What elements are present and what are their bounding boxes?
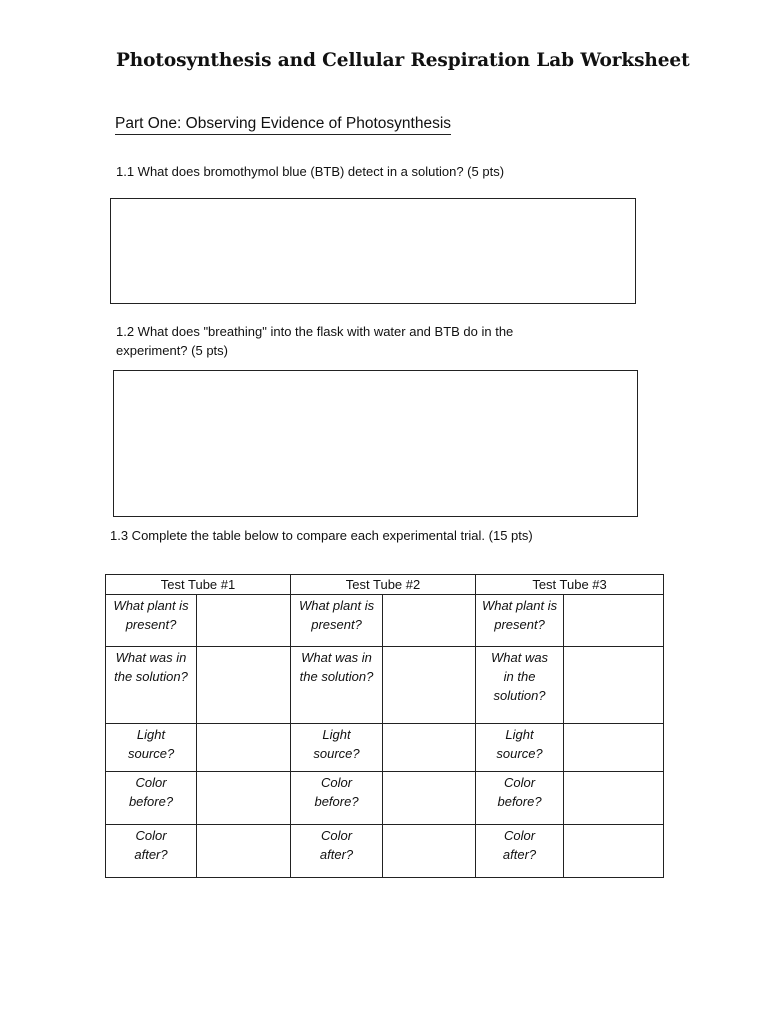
answer-cell[interactable]	[383, 595, 476, 647]
answer-cell[interactable]	[197, 724, 291, 772]
row-label-color-after: Color after?	[106, 825, 197, 878]
row-label-plant: What plant is present?	[291, 595, 383, 647]
answer-cell[interactable]	[564, 724, 664, 772]
header-test-tube-2: Test Tube #2	[291, 575, 476, 595]
header-test-tube-3: Test Tube #3	[476, 575, 664, 595]
answer-box-1-2[interactable]	[113, 370, 638, 517]
row-label-light-source: Light source?	[291, 724, 383, 772]
answer-cell[interactable]	[197, 595, 291, 647]
row-label-light-source: Light source?	[106, 724, 197, 772]
row-label-plant: What plant is present?	[476, 595, 564, 647]
answer-cell[interactable]	[383, 647, 476, 724]
row-label-color-after: Color after?	[476, 825, 564, 878]
row-label-solution: What was in the solution?	[106, 647, 197, 724]
row-label-plant: What plant is present?	[106, 595, 197, 647]
answer-cell[interactable]	[197, 647, 291, 724]
answer-cell[interactable]	[383, 772, 476, 825]
trial-comparison-table	[105, 574, 664, 878]
table-row	[106, 772, 664, 825]
header-test-tube-1: Test Tube #1	[106, 575, 291, 595]
row-label-color-before: Color before?	[476, 772, 564, 825]
table-row	[106, 595, 664, 647]
answer-box-1-1[interactable]	[110, 198, 636, 304]
worksheet-title: Photosynthesis and Cellular Respiration Lab Worksheet	[116, 50, 690, 71]
answer-cell[interactable]	[564, 825, 664, 878]
table-row	[106, 825, 664, 878]
answer-cell[interactable]	[197, 772, 291, 825]
row-label-color-before: Color before?	[106, 772, 197, 825]
question-1-1: 1.1 What does bromothymol blue (BTB) detect in a solution? (5 pts)	[116, 164, 505, 179]
row-label-color-before: Color before?	[291, 772, 383, 825]
question-1-2: 1.2 What does "breathing" into the flask with water and BTB do in the experiment? (5 pts)	[116, 324, 514, 358]
answer-cell[interactable]	[197, 825, 291, 878]
row-label-solution: What was in the solution?	[476, 647, 564, 724]
table-header-row	[106, 575, 664, 595]
row-label-light-source: Light source?	[476, 724, 564, 772]
row-label-color-after: Color after?	[291, 825, 383, 878]
answer-cell[interactable]	[564, 772, 664, 825]
table-row	[106, 647, 664, 724]
table-row	[106, 724, 664, 772]
answer-cell[interactable]	[383, 724, 476, 772]
question-1-3: 1.3 Complete the table below to compare each experimental trial. (15 pts)	[110, 528, 533, 543]
answer-cell[interactable]	[564, 595, 664, 647]
answer-cell[interactable]	[383, 825, 476, 878]
section-heading-part-one: Part One: Observing Evidence of Photosynthesis	[115, 115, 451, 135]
answer-cell[interactable]	[564, 647, 664, 724]
row-label-solution: What was in the solution?	[291, 647, 383, 724]
